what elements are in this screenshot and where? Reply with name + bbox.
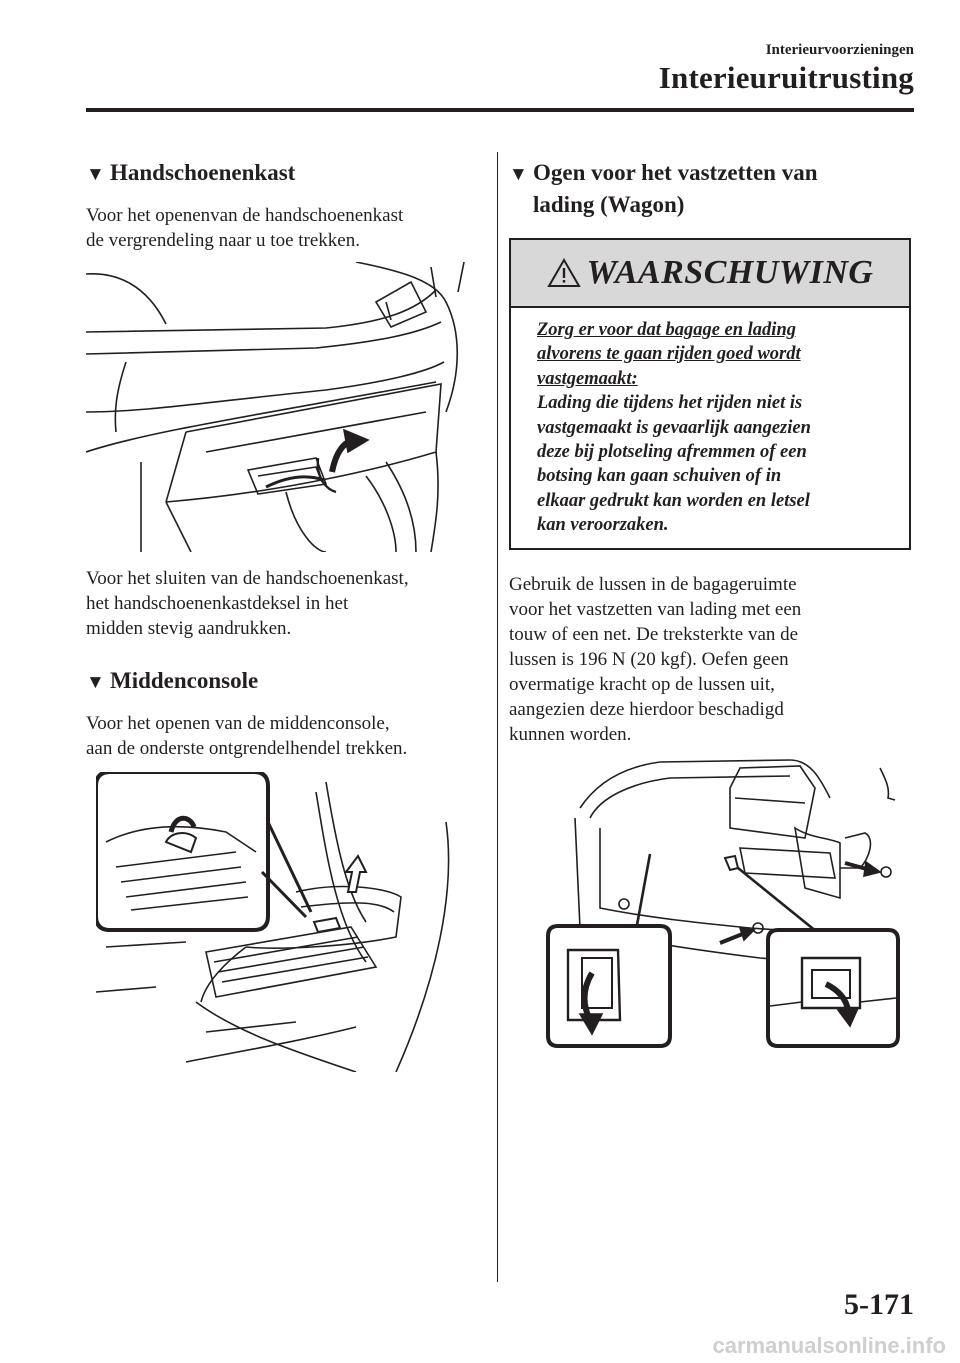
page-title: Interieuruitrusting [658,60,914,95]
down-triangle-icon: ▼ [86,164,105,185]
text-line: de vergrendeling naar u toe trekken. [86,230,360,251]
warning-box [509,238,911,550]
text-line: kunnen worden. [509,724,632,745]
down-triangle-icon: ▼ [86,672,105,693]
warning-header [511,240,909,308]
text-line: aangezien deze hierdoor beschadigd [509,699,784,720]
text-line: Gebruik de lussen in de bagageruimte [509,574,797,595]
warning-line: alvorens te gaan rijden goed wordt [537,344,801,365]
hooks-body-text [509,572,801,747]
text-line: Voor het openenvan de handschoenenkast [86,205,404,226]
warning-line: deze bij plotseling afremmen of een [537,442,807,463]
page-number: 5-171 [844,1288,914,1321]
column-divider [497,152,498,1282]
hooks-heading-line2: lading (Wagon) [533,192,685,217]
console-heading [86,666,258,698]
text-line: touw of een net. De treksterkte van de [509,624,799,645]
warning-line: Lading die tijdens het rijden niet is [537,393,803,414]
text-line: aan de onderste ontgrendelhendel trekken. [86,738,408,759]
warning-title: WAARSCHUWING [586,254,874,291]
text-line: Voor het sluiten van de handschoenenkast, [86,568,409,589]
down-triangle-icon: ▼ [509,164,528,185]
warning-line: Zorg er voor dat bagage en lading [537,320,796,340]
warning-line: vastgemaakt: [537,368,638,389]
text-line: Voor het openen van de middenconsole, [86,713,390,734]
warning-body [511,308,909,538]
header-rule [86,108,914,112]
text-line: midden stevig aandrukken. [86,618,292,639]
watermark: carmanualsonline.info [712,1333,946,1358]
warning-line: elkaar gedrukt kan worden en letsel [537,490,810,511]
glovebox-open-text [86,203,403,253]
glovebox-heading-text: Handschoenenkast [110,160,296,185]
console-text [86,711,407,761]
warning-line: kan veroorzaken. [537,515,669,536]
glovebox-heading [86,158,295,190]
glovebox-close-text [86,566,409,641]
text-line: lussen is 196 N (20 kgf). Oefen geen [509,649,789,670]
cargo-hooks-illustration [540,758,900,1048]
warning-line: botsing kan gaan schuiven of in [537,466,782,487]
warning-line: vastgemaakt is gevaarlijk aangezien [537,417,811,438]
hooks-heading [509,158,817,220]
console-heading-text: Middenconsole [110,668,259,693]
hooks-heading-line1: ▼ Ogen voor het vastzetten van [509,158,817,190]
console-illustration [96,772,476,1072]
text-line: overmatige kracht op de lussen uit, [509,674,775,695]
text-line: voor het vastzetten van lading met een [509,599,802,620]
warning-triangle-icon [547,258,581,288]
text-line: het handschoenenkastdeksel in het [86,593,349,614]
glovebox-illustration [86,262,476,552]
section-subtitle: Interieurvoorzieningen [765,42,914,58]
